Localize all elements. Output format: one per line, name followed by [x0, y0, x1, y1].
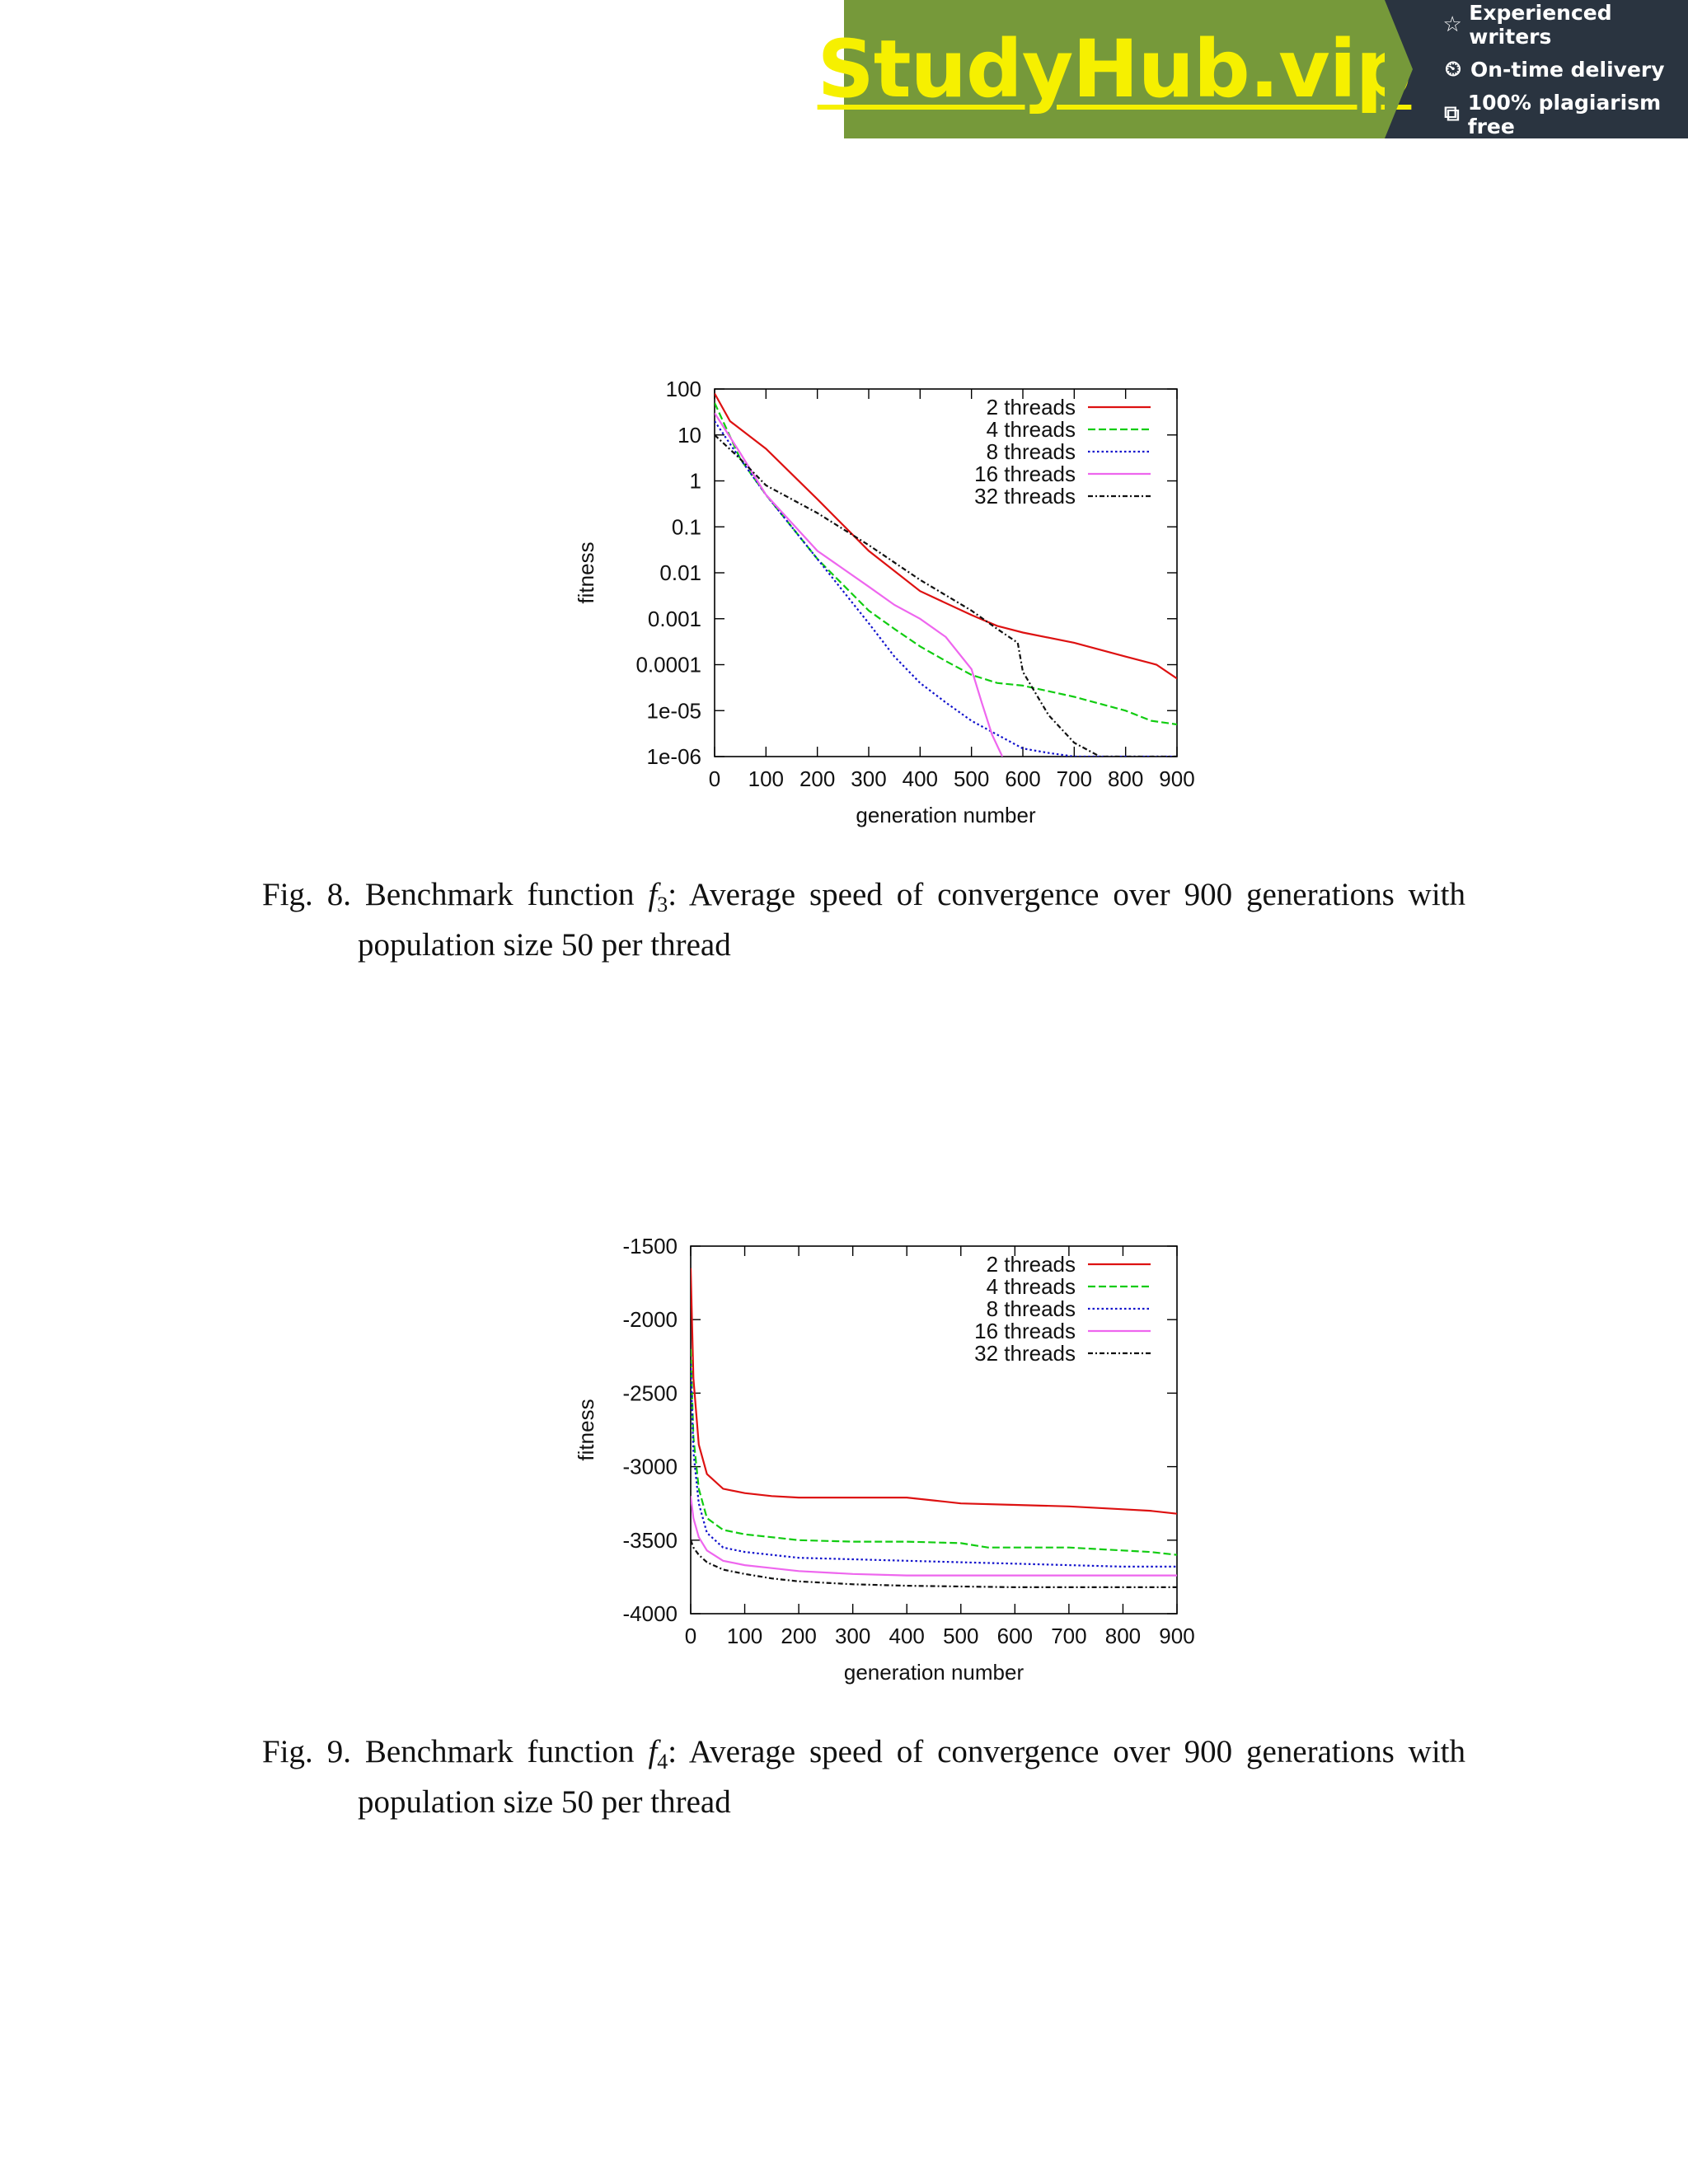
legend-label: 32 threads: [974, 484, 1076, 509]
x-tick-label: 300: [851, 766, 887, 791]
x-tick-label: 300: [834, 1624, 871, 1648]
caption-lead: Benchmark function: [364, 1734, 635, 1769]
series-line-2-threads: [691, 1268, 1177, 1514]
x-tick-label: 900: [1159, 1624, 1195, 1648]
x-tick-label: 800: [1104, 1624, 1142, 1648]
caption-fig-label: Fig. 8.: [262, 877, 351, 912]
x-tick-label: 200: [799, 766, 836, 791]
caption-rest: : Average speed of convergence over 900 generations with: [668, 1734, 1466, 1769]
x-tick-label: 500: [953, 766, 990, 791]
x-tick-label: 500: [943, 1624, 979, 1648]
banner-title[interactable]: StudyHub.vip: [817, 23, 1412, 115]
x-tick-label: 800: [1107, 766, 1144, 791]
y-tick-label: -3500: [622, 1527, 678, 1553]
y-tick-label: -2500: [622, 1380, 678, 1406]
x-tick-label: 100: [748, 766, 785, 791]
legend-label: 16 threads: [974, 462, 1076, 486]
caption-rest: : Average speed of convergence over 900 generations with: [668, 877, 1466, 912]
legend-label: 16 threads: [974, 1319, 1076, 1343]
y-tick-label: -2000: [622, 1307, 678, 1333]
ad-banner[interactable]: [817, 0, 1688, 138]
y-tick-label: 100: [665, 377, 701, 401]
legend-label: 32 threads: [974, 1341, 1076, 1366]
legend-label: 8 threads: [986, 439, 1076, 464]
banner-features: [1385, 0, 1688, 138]
caption-func-sub: 4: [657, 1750, 668, 1774]
caption-line2: population size 50 per thread: [358, 927, 731, 963]
series-line-8-threads: [715, 421, 1177, 757]
legend-label: 8 threads: [986, 1296, 1076, 1321]
legend-label: 2 threads: [986, 395, 1076, 419]
figure-8-caption: [262, 869, 1465, 970]
y-tick-label: 1: [689, 468, 701, 494]
caption-line2: population size 50 per thread: [358, 1784, 731, 1820]
y-tick-label: -4000: [622, 1601, 678, 1626]
banner-logo[interactable]: [817, 0, 1412, 138]
legend-label: 4 threads: [986, 1274, 1076, 1299]
y-tick-label: -1500: [622, 1234, 678, 1258]
x-tick-label: 0: [684, 1624, 697, 1648]
x-tick-label: 700: [1051, 1624, 1087, 1648]
figure-9-chart: [0, 1220, 1688, 1698]
figure-8-chart: [0, 363, 1688, 841]
caption-func-var: f: [648, 1734, 658, 1769]
x-axis-label: generation number: [843, 1660, 1025, 1685]
plot-frame: [715, 389, 1177, 757]
x-tick-label: 400: [889, 1624, 925, 1648]
y-axis-label: fitness: [574, 1399, 598, 1461]
y-axis-label: fitness: [574, 541, 598, 604]
y-tick-label: 1e-05: [646, 698, 701, 724]
legend-label: 2 threads: [986, 1252, 1076, 1277]
series-line-16-threads: [715, 413, 1002, 757]
star-outline-icon: ☆: [1442, 12, 1462, 37]
x-tick-label: 400: [902, 766, 939, 791]
banner-feature-experienced: [1441, 1, 1688, 49]
y-tick-label: 0.0001: [635, 652, 701, 677]
caption-fig-label: Fig. 9.: [262, 1734, 351, 1769]
y-tick-label: 0.001: [647, 606, 701, 631]
x-tick-label: 700: [1056, 766, 1093, 791]
clock-icon: ⏲: [1444, 56, 1462, 82]
caption-lead: Benchmark function: [364, 877, 635, 912]
x-tick-label: 100: [726, 1624, 763, 1648]
plot-frame: [691, 1246, 1177, 1614]
caption-func-sub: 3: [657, 893, 668, 916]
caption-func-var: f: [648, 877, 658, 912]
banner-feature-label: 100% plagiarism free: [1467, 90, 1662, 138]
series-line-2-threads: [715, 393, 1177, 678]
banner-feature-label: On-time delivery: [1470, 57, 1665, 82]
x-tick-label: 0: [708, 766, 721, 791]
x-axis-label: generation number: [856, 803, 1036, 827]
series-line-32-threads: [715, 435, 1177, 757]
series-line-4-threads: [691, 1349, 1177, 1555]
y-tick-label: 10: [678, 422, 701, 448]
y-tick-label: 0.1: [671, 514, 701, 540]
y-tick-label: 1e-06: [646, 744, 701, 769]
banner-feature-ontime: [1441, 57, 1688, 82]
x-tick-label: 200: [781, 1624, 817, 1648]
banner-feature-plagiarism: [1441, 91, 1688, 138]
banner-feature-label: Experienced writers: [1469, 0, 1612, 49]
y-tick-label: -3000: [622, 1454, 678, 1479]
series-line-32-threads: [691, 1540, 1177, 1587]
copy-icon: ⧉: [1444, 101, 1460, 126]
y-tick-label: 0.01: [659, 560, 701, 585]
x-tick-label: 600: [1005, 766, 1041, 791]
x-tick-label: 900: [1159, 766, 1195, 791]
legend-label: 4 threads: [986, 417, 1076, 442]
figure-9-caption: [262, 1727, 1465, 1827]
x-tick-label: 600: [996, 1624, 1034, 1648]
